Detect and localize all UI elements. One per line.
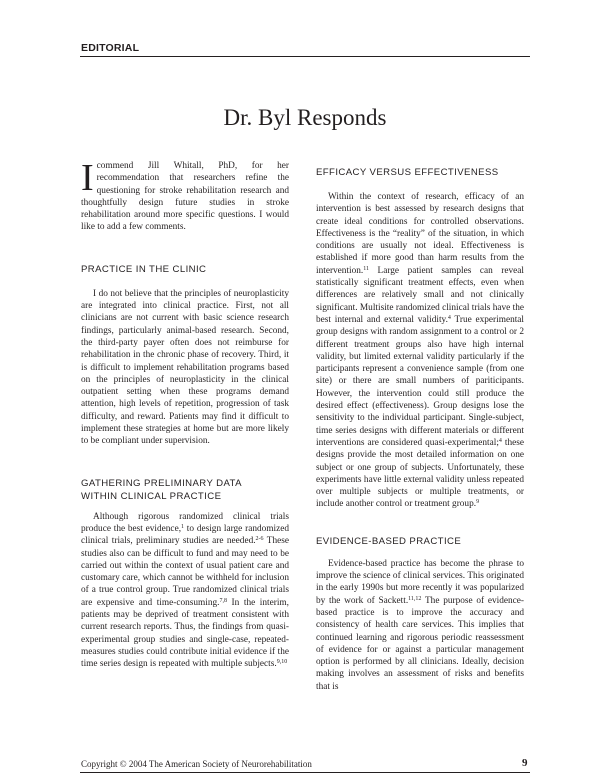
header-rule: [80, 56, 530, 57]
article-title: Dr. Byl Responds: [223, 105, 387, 131]
reference-mark: 11: [363, 265, 370, 272]
reference-mark: 1: [181, 523, 185, 530]
reference-mark: 7,8: [219, 597, 227, 604]
paragraph-efficacy: Within the context of research, efficacy of an intervention is best assessed by research designs that create ideal conditions for controlled observations. Effectiveness is the “reality” of the situation, in which conditions are usually not ideal. Effectiveness is established if more good than harm results from the intervention.$^{11}$ Large patient samples can reveal statistically significant treatment effects, even when differences are relatively small and not clinically significant. Multisite randomized clinical trials have the best internal and external validity.$^4$ True experimental group designs with random assignment to a control or 2 different treatment groups also have high internal validity, but limited external validity particularly if the participants represent a convenience sample (from one site) or there are small numbers of pariticipants. However, the intervention could still produce the desired effect (effectiveness). Group designs lose the sensitivity to the individual participant. Single-subject, time series designs with different materials or different interventions are considered quasi-experimental;$^4$ these designs provide the most detailed information on one subject or one group of subjects. Unfortunately, these experiments have little external validity unless repeated over multiple subjects or multiple treatments, or include another control or treatment group.$^9$: [316, 192, 525, 510]
heading-evidence-based: EVIDENCE-BASED PRACTICE: [316, 535, 462, 547]
footer-rule: [80, 772, 530, 773]
reference-mark: 11,12: [408, 595, 422, 602]
copyright-footer: Copyright © 2004 The American Society of Neurorehabilitation: [81, 759, 312, 769]
paragraph-evidence: Evidence-based practice has become the phrase to improve the science of clinical services. This originated in the early 1990s but more recently it was popularized by the work of Sackett.$^{11,12}$ The purpose of evidence-based practice is to improve the accuracy and consistency of health care services. This implies that continued learning and rigorous periodic reassessment of evidence for or against a particular management option is performed by all clinicians. Ideally, decision making involves an assessment of risks and benefits that is: [316, 558, 524, 692]
reference-mark: 4: [498, 437, 502, 444]
reference-mark: 9,10: [276, 659, 288, 666]
reference-mark: 9: [476, 499, 480, 506]
intro-paragraph: Icommend Jill Whitall, PhD, for her recommendation that researchers refine the questioning for stroke rehabilitation research and thoughtfully design future studies in stroke rehabilitation around more specific questions. I would like to add a few comments.: [81, 157, 289, 233]
right-column: [316, 160, 524, 693]
heading-gathering-line2: WITHIN CLINICAL PRACTICE: [81, 490, 222, 502]
reference-mark: 4: [447, 314, 451, 321]
heading-efficacy: EFFICACY VERSUS EFFECTIVENESS: [316, 167, 499, 178]
paragraph-practice: I do not believe that the principles of neuroplasticity are integrated into clinical practice. First, not all clinicians are not current with basic science research findings, particularly animal-based research. Second, the third-party payer often does not reimburse for rehabilitation in the chronic phase of recovery. Third, it is difficult to implement rehabilitation programs based on the principles of neuroplasticity in the clinical outpatient setting when these programs demand attention, high levels of repetition, progression of task difficulty, and reward. Patients may find it difficult to implement these strategies at home but are more likely to be compliant under supervision.: [81, 288, 289, 447]
left-column: [81, 157, 289, 671]
paragraph-gathering: Although rigorous randomized clinical trials produce the best evidence,$^1$ to design large randomized clinical trials, preliminary studies are needed.$^{2-6}$ These studies also can be difficult to fund and may need to be carried out within the context of usual patient care and customary care, which cannot be withheld for inclusion of a true control group. True randomized clinical trials are expensive and time-consuming.$^{7,8}$ In the interim, patients may be deprived of treatment consistent with current research reports. Thus, the findings from quasi-experimental group studies and single-case, repeated-measures studies could contribute initial evidence if the time series design is repeated with multiple subjects.$^{9,10}$: [81, 511, 289, 670]
heading-practice-in-clinic: PRACTICE IN THE CLINIC: [81, 263, 207, 275]
heading-gathering-line1: GATHERING PRELIMINARY DATA: [81, 477, 242, 489]
reference-mark: 2-6: [255, 536, 264, 543]
page-number: 9: [522, 757, 528, 769]
section-label: EDITORIAL: [81, 42, 140, 54]
drop-cap: I: [81, 157, 94, 199]
